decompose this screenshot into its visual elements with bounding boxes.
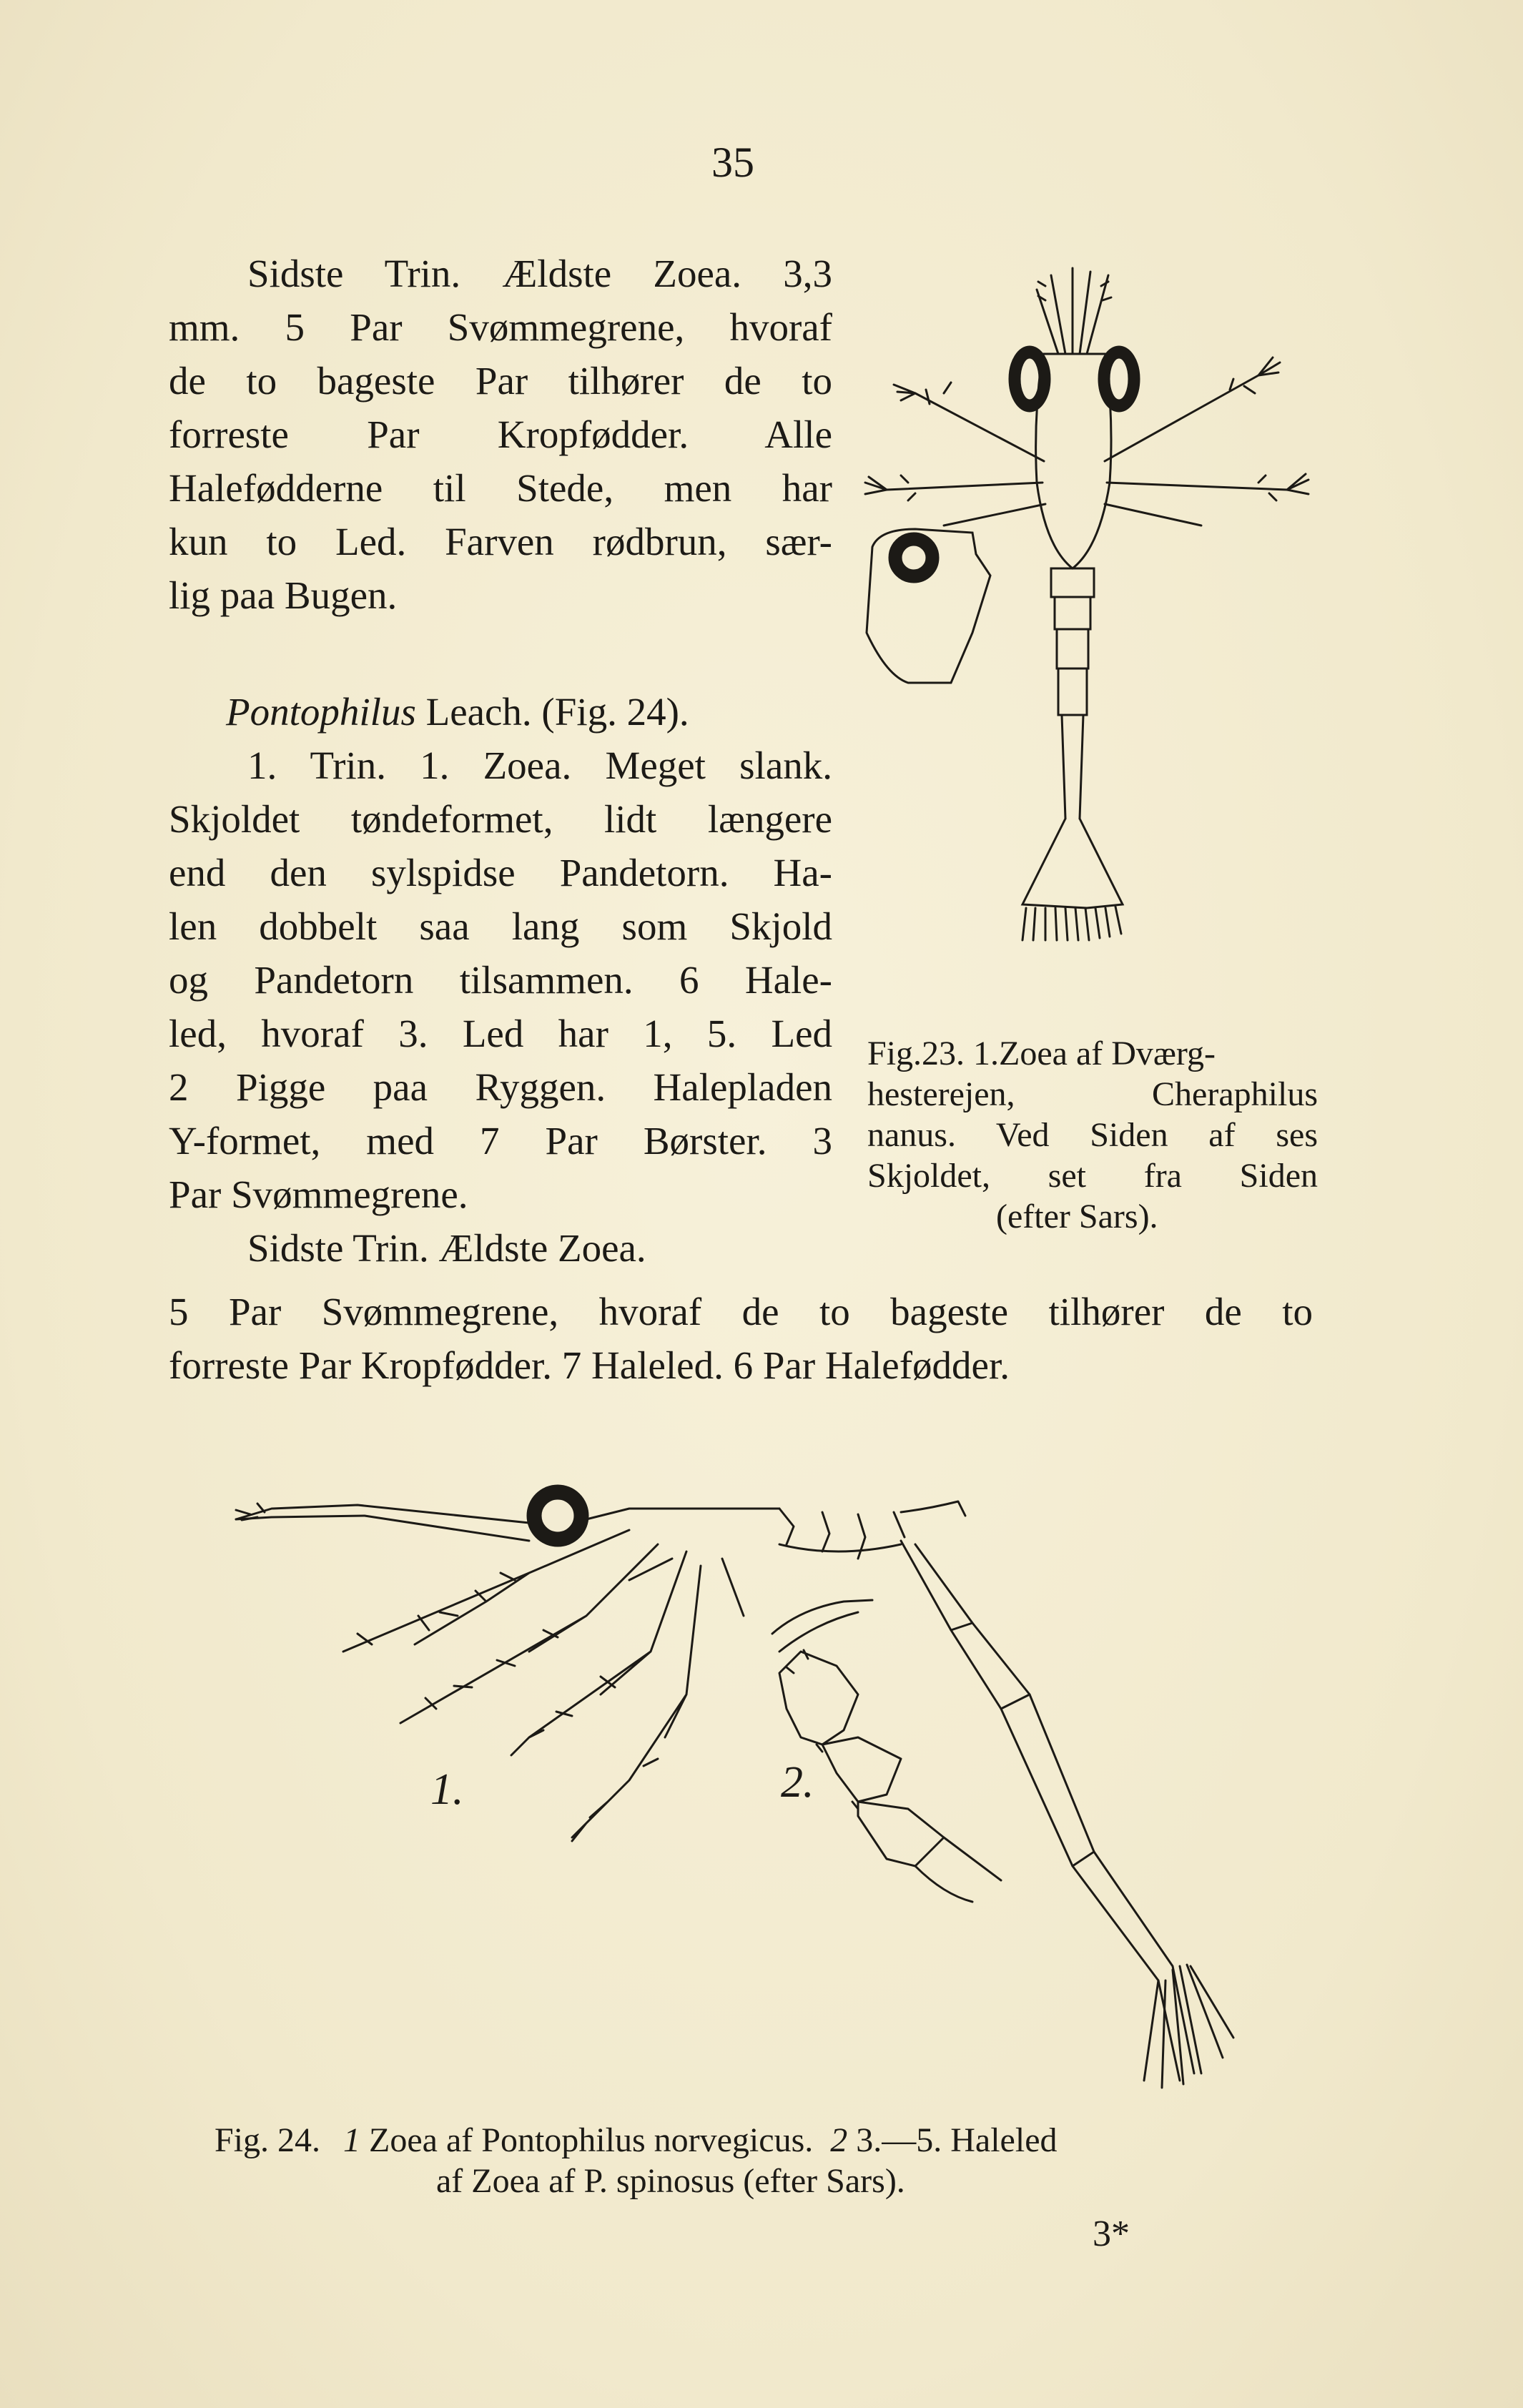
caption-line: (efter Sars). bbox=[996, 1198, 1158, 1235]
text-line: Par Svømmegrene. bbox=[169, 1173, 468, 1216]
caption-label: Fig. 24. bbox=[215, 2121, 321, 2159]
genus-name: Pontophilus bbox=[226, 690, 416, 734]
fig23-abdomen bbox=[1051, 568, 1094, 819]
text-line: Y-formet, med 7 Par Børster. 3 bbox=[169, 1119, 832, 1163]
caption-line: af Zoea af P. spinosus (efter Sars). bbox=[436, 2162, 905, 2200]
text-line: Sidste Trin. Ældste Zoea. bbox=[247, 1226, 646, 1270]
caption-index: 2 bbox=[830, 2121, 848, 2159]
text-line: len dobbelt saa lang som Skjold bbox=[169, 904, 832, 948]
fig24-zoea-1 bbox=[236, 1486, 1233, 2088]
text-line: mm. 5 Par Svømmegrene, hvoraf bbox=[169, 305, 832, 349]
page-number: 35 bbox=[711, 139, 754, 186]
text-line: 5 Par Svømmegrene, hvoraf de to bageste tilhører de to bbox=[169, 1290, 1313, 1333]
text-line: kun to Led. Farven rødbrun, sær- bbox=[169, 520, 832, 563]
text-line: 2 Pigge paa Ryggen. Halepladen bbox=[169, 1065, 832, 1109]
text-line: 1. Trin. 1. Zoea. Meget slank. bbox=[247, 744, 832, 787]
paragraph-last-stage-cheraphilus bbox=[169, 247, 832, 622]
text-line: Skjoldet tøndeformet, lidt længere bbox=[169, 797, 832, 841]
paragraph-full-width bbox=[169, 1285, 1313, 1392]
caption-line: hesterejen, Cheraphilus bbox=[867, 1075, 1318, 1113]
fig24-zoea-2-tail-segments bbox=[772, 1600, 1001, 1902]
text-line: lig paa Bugen. bbox=[169, 573, 398, 617]
caption-line: Fig.23. 1.Zoea af Dværg- bbox=[867, 1035, 1216, 1072]
fig23-telson-setae bbox=[1022, 907, 1121, 940]
text-line: de to bageste Par tilhører de to bbox=[169, 359, 832, 403]
caption-line bbox=[215, 2120, 1287, 2161]
fig23-caption bbox=[867, 1033, 1318, 1237]
text-line: forreste Par Kropfødder. Alle bbox=[169, 413, 832, 456]
fig24-marker-1: 1. bbox=[430, 1765, 464, 1814]
fig23-head-spines bbox=[1037, 268, 1111, 354]
fig23-telson bbox=[1022, 819, 1123, 908]
fig24-illustration bbox=[229, 1437, 1273, 2102]
caption-text: 3.—5. Haleled bbox=[856, 2121, 1058, 2159]
text-line: end den sylspidse Pandetorn. Ha- bbox=[169, 851, 832, 894]
caption-index: 1 bbox=[343, 2121, 361, 2159]
caption-line: nanus. Ved Siden af ses bbox=[867, 1116, 1318, 1154]
section-pontophilus bbox=[169, 685, 832, 1275]
fig23-carapace-side-view bbox=[867, 529, 990, 683]
text-line: og Pandetorn tilsammen. 6 Hale- bbox=[169, 958, 832, 1002]
caption-line: Skjoldet, set fra Siden bbox=[867, 1157, 1318, 1195]
text-line: Halefødderne til Stede, men har bbox=[169, 466, 832, 510]
section-heading bbox=[169, 685, 832, 739]
heading-rest: Leach. (Fig. 24). bbox=[425, 690, 689, 734]
caption-text: Zoea af Pontophilus norvegicus. bbox=[369, 2121, 814, 2159]
fig23-eyes bbox=[1010, 347, 1139, 411]
fig24-caption bbox=[215, 2120, 1287, 2201]
text-line: Sidste Trin. Ældste Zoea. 3,3 bbox=[247, 252, 832, 295]
signature-mark: 3* bbox=[1093, 2214, 1130, 2254]
fig24-marker-2: 2. bbox=[781, 1758, 814, 1807]
text-line: forreste Par Kropfødder. 7 Haleled. 6 Par Halefødder. bbox=[169, 1343, 1010, 1387]
fig23-illustration bbox=[858, 247, 1316, 1005]
text-line: led, hvoraf 3. Led har 1, 5. Led bbox=[169, 1012, 832, 1055]
